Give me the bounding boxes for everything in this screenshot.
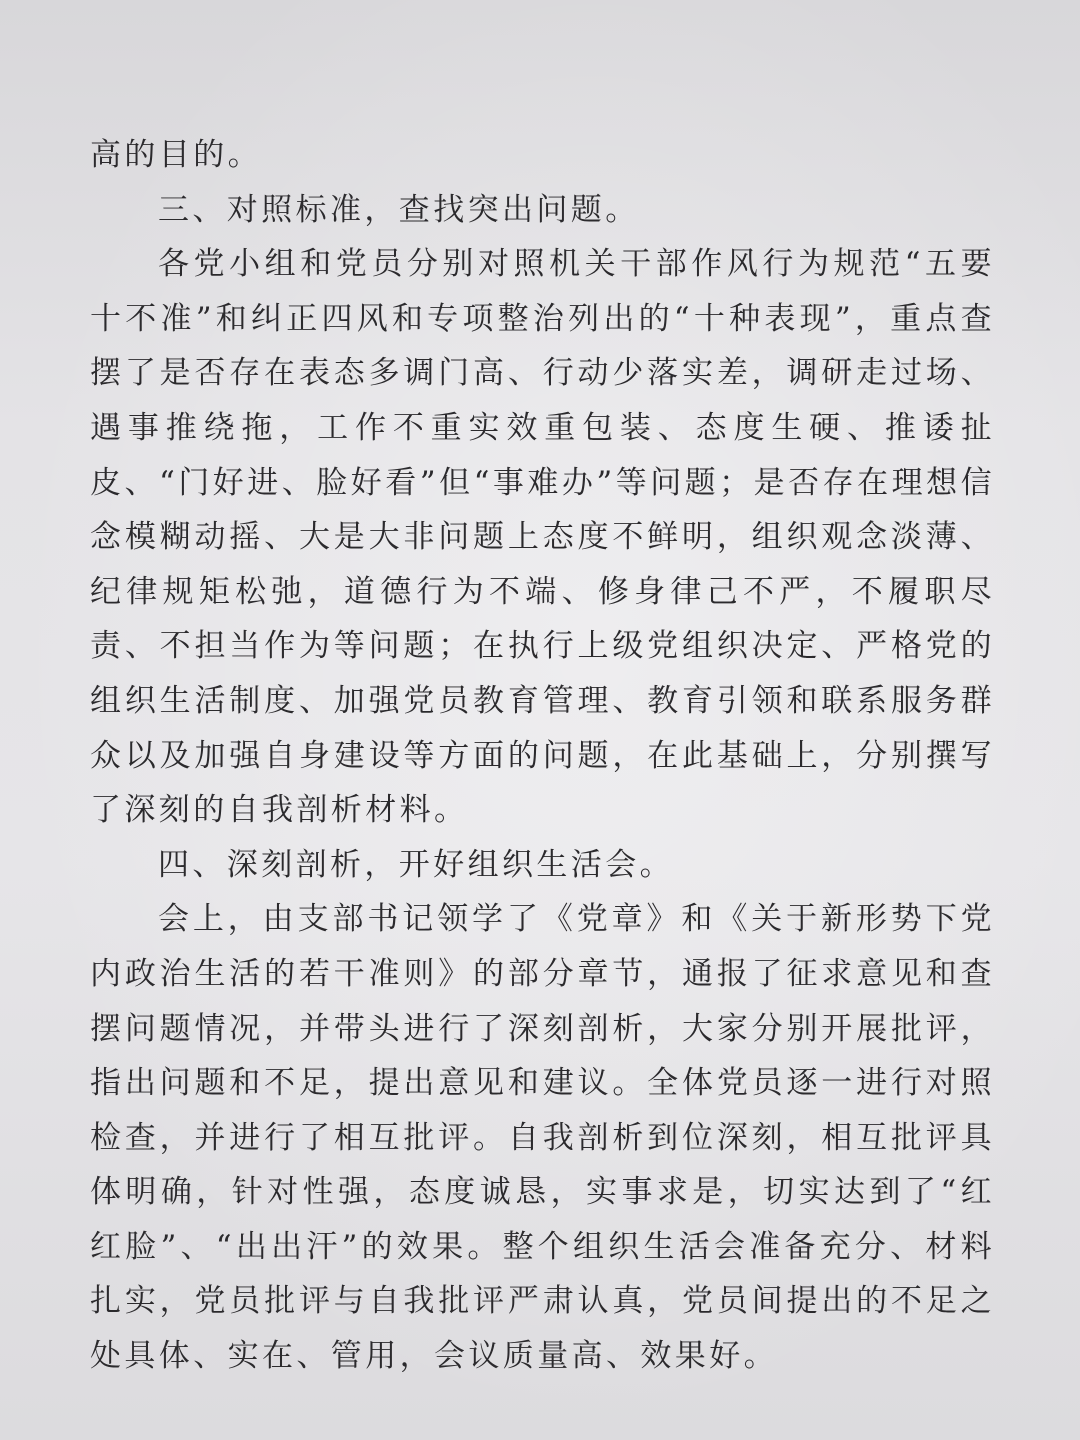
- section-4-heading: 四、深刻剖析，开好组织生活会。: [158, 846, 674, 883]
- document-text: [90, 128, 995, 1384]
- section-3-heading: 三、对照标准，查找突出问题。: [158, 191, 640, 228]
- section-3-body: 各党小组和党员分别对照机关干部作风行为规范“五要十不准”和纠正四风和专项整治列出的“十种表现”，重点查摆了是否存在表态多调门高、行动少落实差，调研走过场、遇事推绕拖，工作不重实效重包装、态度生硬、推诿扯皮、“门好进、脸好看”但“事难办”等问题；是否存在理想信念模糊动摇、大是大非问题上态度不鲜明，组织观念淡薄、纪律规矩松弛，道德行为不端、修身律己不严，不履职尽责、不担当作为等问题；在执行上级党组织决定、严格党的组织生活制度、加强党员教育管理、教育引领和联系服务群众以及加强自身建设等方面的问题，在此基础上，分别撰写了深刻的自我剖析材料。: [90, 246, 995, 829]
- section-4-body: 会上，由支部书记领学了《党章》和《关于新形势下党内政治生活的若干准则》的部分章节，通报了征求意见和查摆问题情况，并带头进行了深刻剖析，大家分别开展批评，指出问题和不足，提出意见和建议。全体党员逐一进行对照检查，并进行了相互批评。自我剖析到位深刻，相互批评具体明确，针对性强，态度诚恳，实事求是，切实达到了“红红脸”、“出出汗”的效果。整个组织生活会准备充分、材料扎实，党员批评与自我批评严肃认真，党员间提出的不足之处具体、实在、管用，会议质量高、效果好。: [90, 901, 995, 1375]
- paragraph-continuation: 高的目的。: [90, 137, 262, 173]
